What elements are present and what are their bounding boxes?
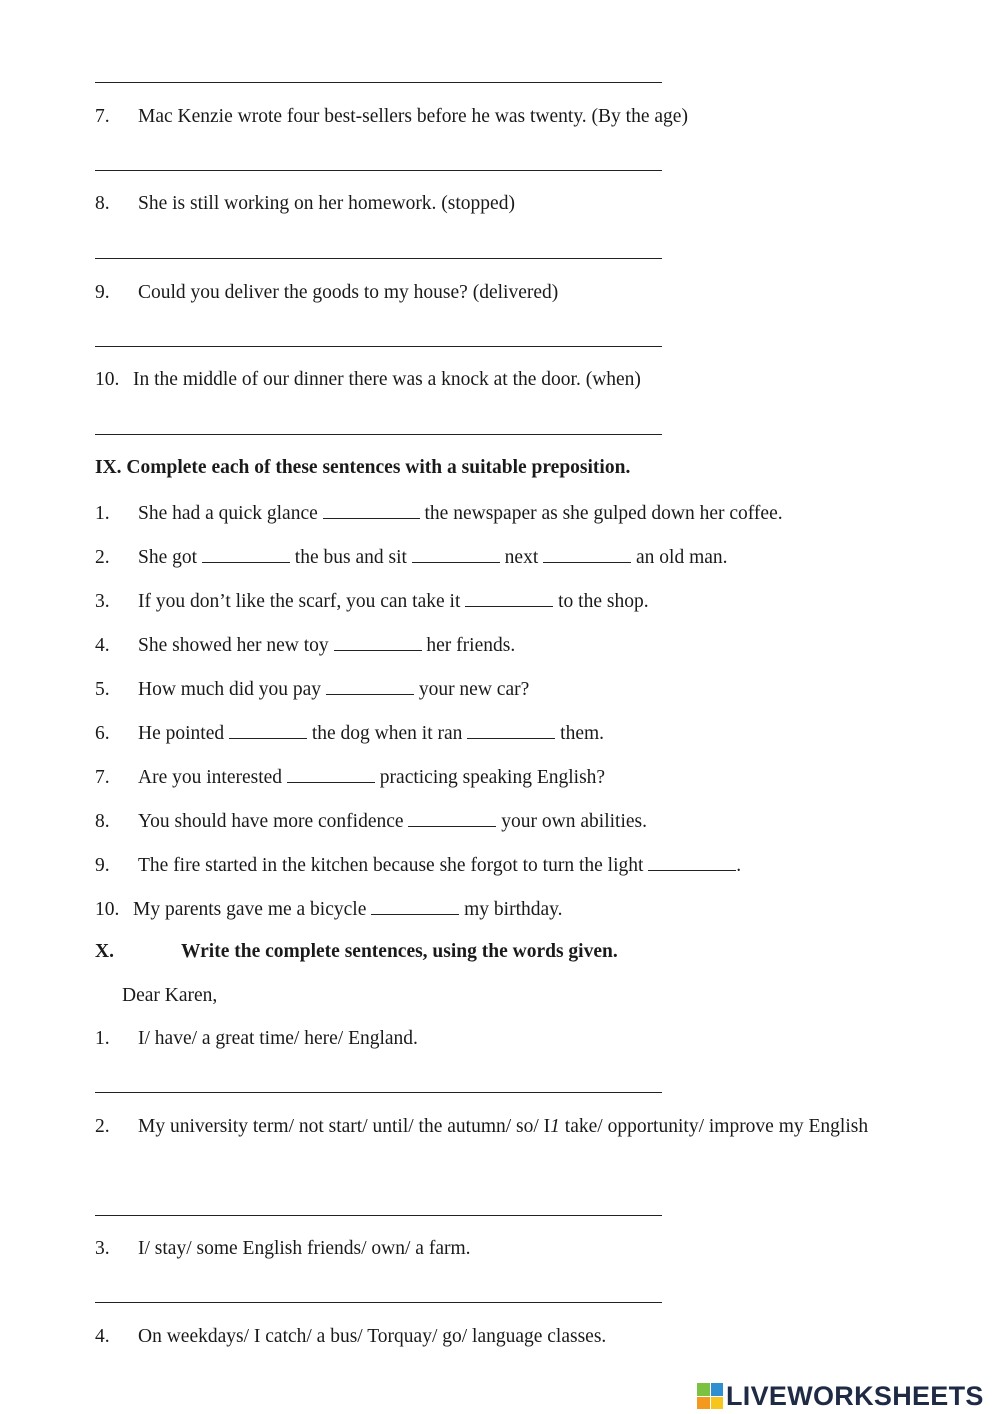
blank-input[interactable] bbox=[323, 501, 420, 519]
sentence-item-4: 4. On weekdays/ I catch/ a bus/ Torquay/ go/ language classes. bbox=[95, 1326, 607, 1347]
answer-line[interactable] bbox=[95, 1215, 662, 1216]
blank-input[interactable] bbox=[371, 897, 459, 915]
preposition-item-1: 1. She had a quick glance the newspaper as she gulped down her coffee. bbox=[95, 503, 783, 524]
answer-line[interactable] bbox=[95, 1092, 662, 1093]
letter-greeting: Dear Karen, bbox=[122, 985, 218, 1006]
blank-input[interactable] bbox=[202, 545, 290, 563]
preposition-item-10: 10. My parents gave me a bicycle my birthday. bbox=[95, 899, 563, 920]
logo-text: LIVEWORKSHEETS bbox=[726, 1380, 984, 1411]
section-9-heading: IX. Complete each of these sentences with a suitable preposition. bbox=[95, 457, 631, 478]
blank-input[interactable] bbox=[467, 721, 555, 739]
preposition-item-4: 4. She showed her new toy her friends. bbox=[95, 635, 516, 656]
section-10-heading: X. Write the complete sentences, using the words given. bbox=[95, 941, 618, 962]
blank-input[interactable] bbox=[465, 589, 553, 607]
sentence-item-3: 3. I/ stay/ some English friends/ own/ a farm. bbox=[95, 1238, 471, 1259]
preposition-item-7: 7. Are you interested practicing speaking English? bbox=[95, 767, 606, 788]
liveworksheets-logo-icon bbox=[697, 1383, 723, 1409]
preposition-item-2: 2. She got the bus and sit next an old man. bbox=[95, 547, 728, 568]
blank-input[interactable] bbox=[334, 633, 422, 651]
blank-input[interactable] bbox=[648, 853, 736, 871]
preposition-item-6: 6. He pointed the dog when it ran them. bbox=[95, 723, 605, 744]
answer-line[interactable] bbox=[95, 170, 662, 171]
preposition-item-8: 8. You should have more confidence your own abilities. bbox=[95, 811, 647, 832]
blank-input[interactable] bbox=[326, 677, 414, 695]
answer-line[interactable] bbox=[95, 1302, 662, 1303]
rewrite-item-10: 10. In the middle of our dinner there was a knock at the door. (when) bbox=[95, 369, 641, 390]
blank-input[interactable] bbox=[408, 809, 496, 827]
rewrite-item-9: 9. Could you deliver the goods to my house? (delivered) bbox=[95, 282, 559, 303]
blank-input[interactable] bbox=[287, 765, 375, 783]
preposition-item-5: 5. How much did you pay your new car? bbox=[95, 679, 530, 700]
sentence-item-2: 2. My university term/ not start/ until/ the autumn/ so/ I1 take/ opportunity/ improve my English bbox=[95, 1116, 869, 1137]
rewrite-item-8: 8. She is still working on her homework. (stopped) bbox=[95, 193, 515, 214]
answer-line[interactable] bbox=[95, 82, 662, 83]
sentence-item-1: 1. I/ have/ a great time/ here/ England. bbox=[95, 1028, 418, 1049]
blank-input[interactable] bbox=[543, 545, 631, 563]
rewrite-item-7: 7. Mac Kenzie wrote four best-sellers before he was twenty. (By the age) bbox=[95, 106, 688, 127]
answer-line[interactable] bbox=[95, 258, 662, 259]
preposition-item-9: 9. The fire started in the kitchen because she forgot to turn the light . bbox=[95, 855, 742, 876]
liveworksheets-logo[interactable] bbox=[697, 1378, 984, 1414]
answer-line[interactable] bbox=[95, 434, 662, 435]
answer-line[interactable] bbox=[95, 346, 662, 347]
blank-input[interactable] bbox=[229, 721, 307, 739]
blank-input[interactable] bbox=[412, 545, 500, 563]
preposition-item-3: 3. If you don’t like the scarf, you can take it to the shop. bbox=[95, 591, 649, 612]
